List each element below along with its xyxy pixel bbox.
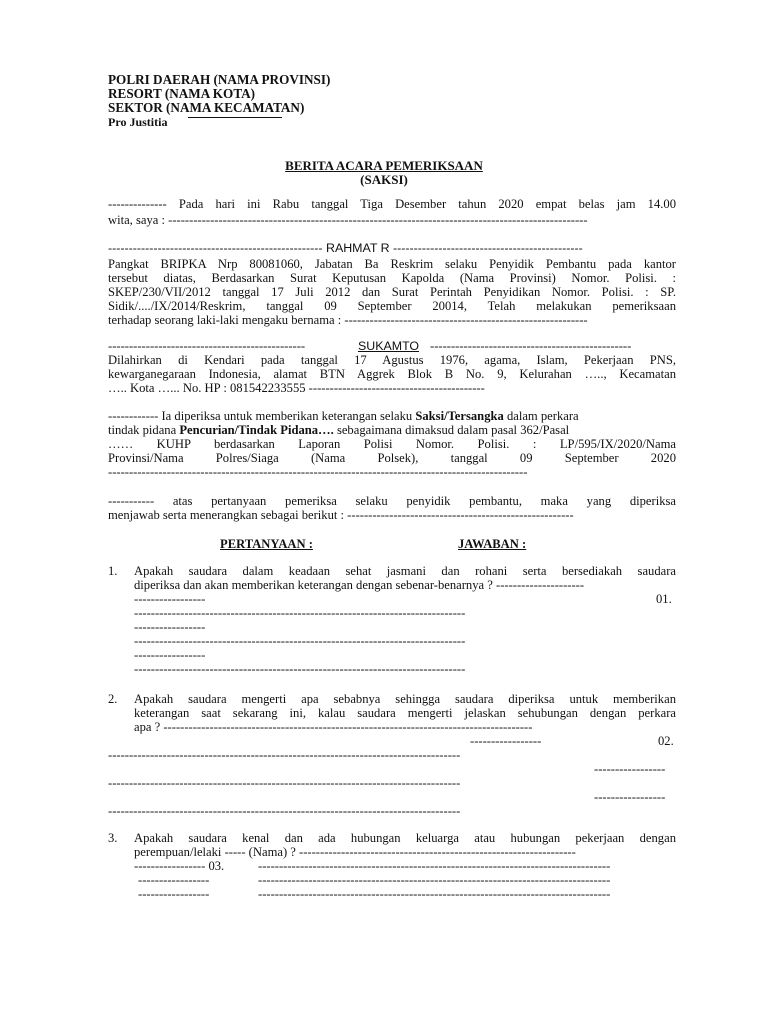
witness-name: SUKAMTO — [358, 339, 420, 353]
question-1-number: 1. — [108, 564, 118, 578]
answer-3-line-1: ------------------------------------------------------------------------------------ — [258, 859, 611, 873]
purpose-status: Saksi/Tersangka — [415, 409, 504, 423]
question-3-text-1: Apakah saudara kenal dan ada hubungan keluarga atau hubungan pekerjaan dengan — [134, 831, 676, 845]
answer-3-line-3: ------------------------------------------------------------------------------------ — [258, 887, 611, 901]
witness-name-dashes-right: ------------------------------------------------ — [430, 339, 632, 353]
answer-intro-1: ----------- atas pertanyaan pemeriksa selaku penyidik pembantu, maka yang diperiksa — [108, 494, 676, 508]
purpose-line-2: tindak pidana Pencurian/Tindak Pidana…. sebagaimana dimaksud dalam pasal 362/Pasal — [108, 423, 570, 437]
header-underline — [188, 117, 282, 118]
answer-2-line-2: ----------------- — [594, 762, 666, 776]
question-1-text-1: Apakah saudara dalam keadaan sehat jasmani dan rohani serta bersediakah saudara — [134, 564, 676, 578]
answer-intro-2: menjawab serta menerangkan sebagai berikut : ------------------------------------------------------ — [108, 508, 574, 522]
header-pro-justitia: Pro Justitia — [108, 115, 168, 129]
question-2-text-3: apa ? ---------------------------------------------------------------------------------------- — [134, 720, 533, 734]
answer-1-line-5: ------------------------------------------------------------------------------- — [134, 662, 466, 676]
witness-name-dashes-left: ----------------------------------------------- — [108, 339, 306, 353]
answer-1-line-1: ------------------------------------------------------------------------------- — [134, 606, 466, 620]
answer-2-line-3: ------------------------------------------------------------------------------------ — [108, 776, 461, 790]
question-3-number: 3. — [108, 831, 118, 845]
investigator-text-1: Pangkat BRIPKA Nrp 80081060, Jabatan Ba Reskrim selaku Penyidik Pembantu pada kantor — [108, 257, 676, 271]
column-question-heading: PERTANYAAN : — [220, 537, 313, 551]
answer-2-number: 02. — [658, 734, 674, 748]
question-2-text-2: keterangan saat sekarang ini, kalau saudara mengerti jelaskan sehubungan dengan perkara — [134, 706, 676, 720]
answer-2-line-4: ----------------- — [594, 790, 666, 804]
intro-line-1: -------------- Pada hari ini Rabu tanggal Tiga Desember tahun 2020 empat belas jam 14.00 — [108, 197, 676, 211]
investigator-text-4: Sidik/..../IX/2014/Reskrim, tanggal 09 September 20014, Telah melakukan pemeriksaan — [108, 299, 676, 313]
answer-3-line-2-left: ----------------- — [138, 873, 210, 887]
purpose-line-1: ------------ Ia diperiksa untuk memberikan keterangan selaku Saksi/Tersangka dalam perkara — [108, 409, 579, 423]
answer-3-number: ----------------- 03. — [134, 859, 225, 873]
investigator-text-3: SKEP/230/VII/2012 tanggal 17 Juli 2012 dan Surat Perintah Penyidikan Nomor. Polisi. : SP. — [108, 285, 676, 299]
column-answer-heading: JAWABAN : — [458, 537, 527, 551]
answer-2-line-1: ------------------------------------------------------------------------------------ — [108, 748, 461, 762]
header-line-resort: RESORT (NAMA KOTA) — [108, 86, 256, 101]
question-3-text-2: perempuan/lelaki ----- (Nama) ? ------------------------------------------------------------------ — [134, 845, 576, 859]
question-2-text-1: Apakah saudara mengerti apa sebabnya sehingga saudara diperiksa untuk memberikan — [134, 692, 676, 706]
question-1-dashes: ----------------- — [134, 592, 206, 606]
answer-3-line-2: ------------------------------------------------------------------------------------ — [258, 873, 611, 887]
witness-bio-2: kewarganegaraan Indonesia, alamat BTN Aggrek Blok B No. 9, Kelurahan ….., Kecamatan — [108, 367, 676, 381]
investigator-name-line: ---------------------------------------------------- RAHMAT R ---------------------------------------------- — [108, 241, 583, 255]
investigator-text-2: tersebut diatas, Berdasarkan Surat Keputusan Kapolda (Nama Provinsi) Nomor. Polisi. : — [108, 271, 676, 285]
answer-1-line-4: ----------------- — [134, 648, 206, 662]
document-title: BERITA ACARA PEMERIKSAAN — [285, 158, 483, 173]
purpose-line-5: ---------------------------------------------------------------------------------------------------- — [108, 465, 528, 479]
document-subtitle: (SAKSI) — [360, 172, 408, 187]
investigator-text-5: terhadap seorang laki-laki mengaku bernama : ---------------------------------------------------------- — [108, 313, 588, 327]
witness-bio-1: Dilahirkan di Kendari pada tanggal 17 Agustus 1976, agama, Islam, Pekerjaan PNS, — [108, 353, 676, 367]
question-2-number: 2. — [108, 692, 118, 706]
purpose-crime: Pencurian/Tindak Pidana…. — [179, 423, 334, 437]
witness-bio-3: ….. Kota …... No. HP : 081542233555 ------------------------------------------ — [108, 381, 485, 395]
purpose-line-4: Provinsi/Nama Polres/Siaga (Nama Polsek), tanggal 09 September 2020 — [108, 451, 676, 465]
intro-line-2: wita, saya : ---------------------------------------------------------------------------------------------------- — [108, 213, 588, 227]
header-line-sector: SEKTOR (NAMA KECAMATAN) — [108, 100, 305, 115]
answer-1-line-3: ------------------------------------------------------------------------------- — [134, 634, 466, 648]
answer-3-line-3-left: ----------------- — [138, 887, 210, 901]
purpose-line-3: …… KUHP berdasarkan Laporan Polisi Nomor. Polisi. : LP/595/IX/2020/Nama — [108, 437, 676, 451]
header-line-police-region: POLRI DAERAH (NAMA PROVINSI) — [108, 72, 331, 87]
answer-1-line-2: ----------------- — [134, 620, 206, 634]
answer-2-line-5: ------------------------------------------------------------------------------------ — [108, 804, 461, 818]
answer-1-number: 01. — [656, 592, 672, 606]
question-2-dashes: ----------------- — [470, 734, 542, 748]
question-1-text-2: diperiksa dan akan memberikan keterangan dengan sebenar-benarnya ? --------------------- — [134, 578, 585, 592]
